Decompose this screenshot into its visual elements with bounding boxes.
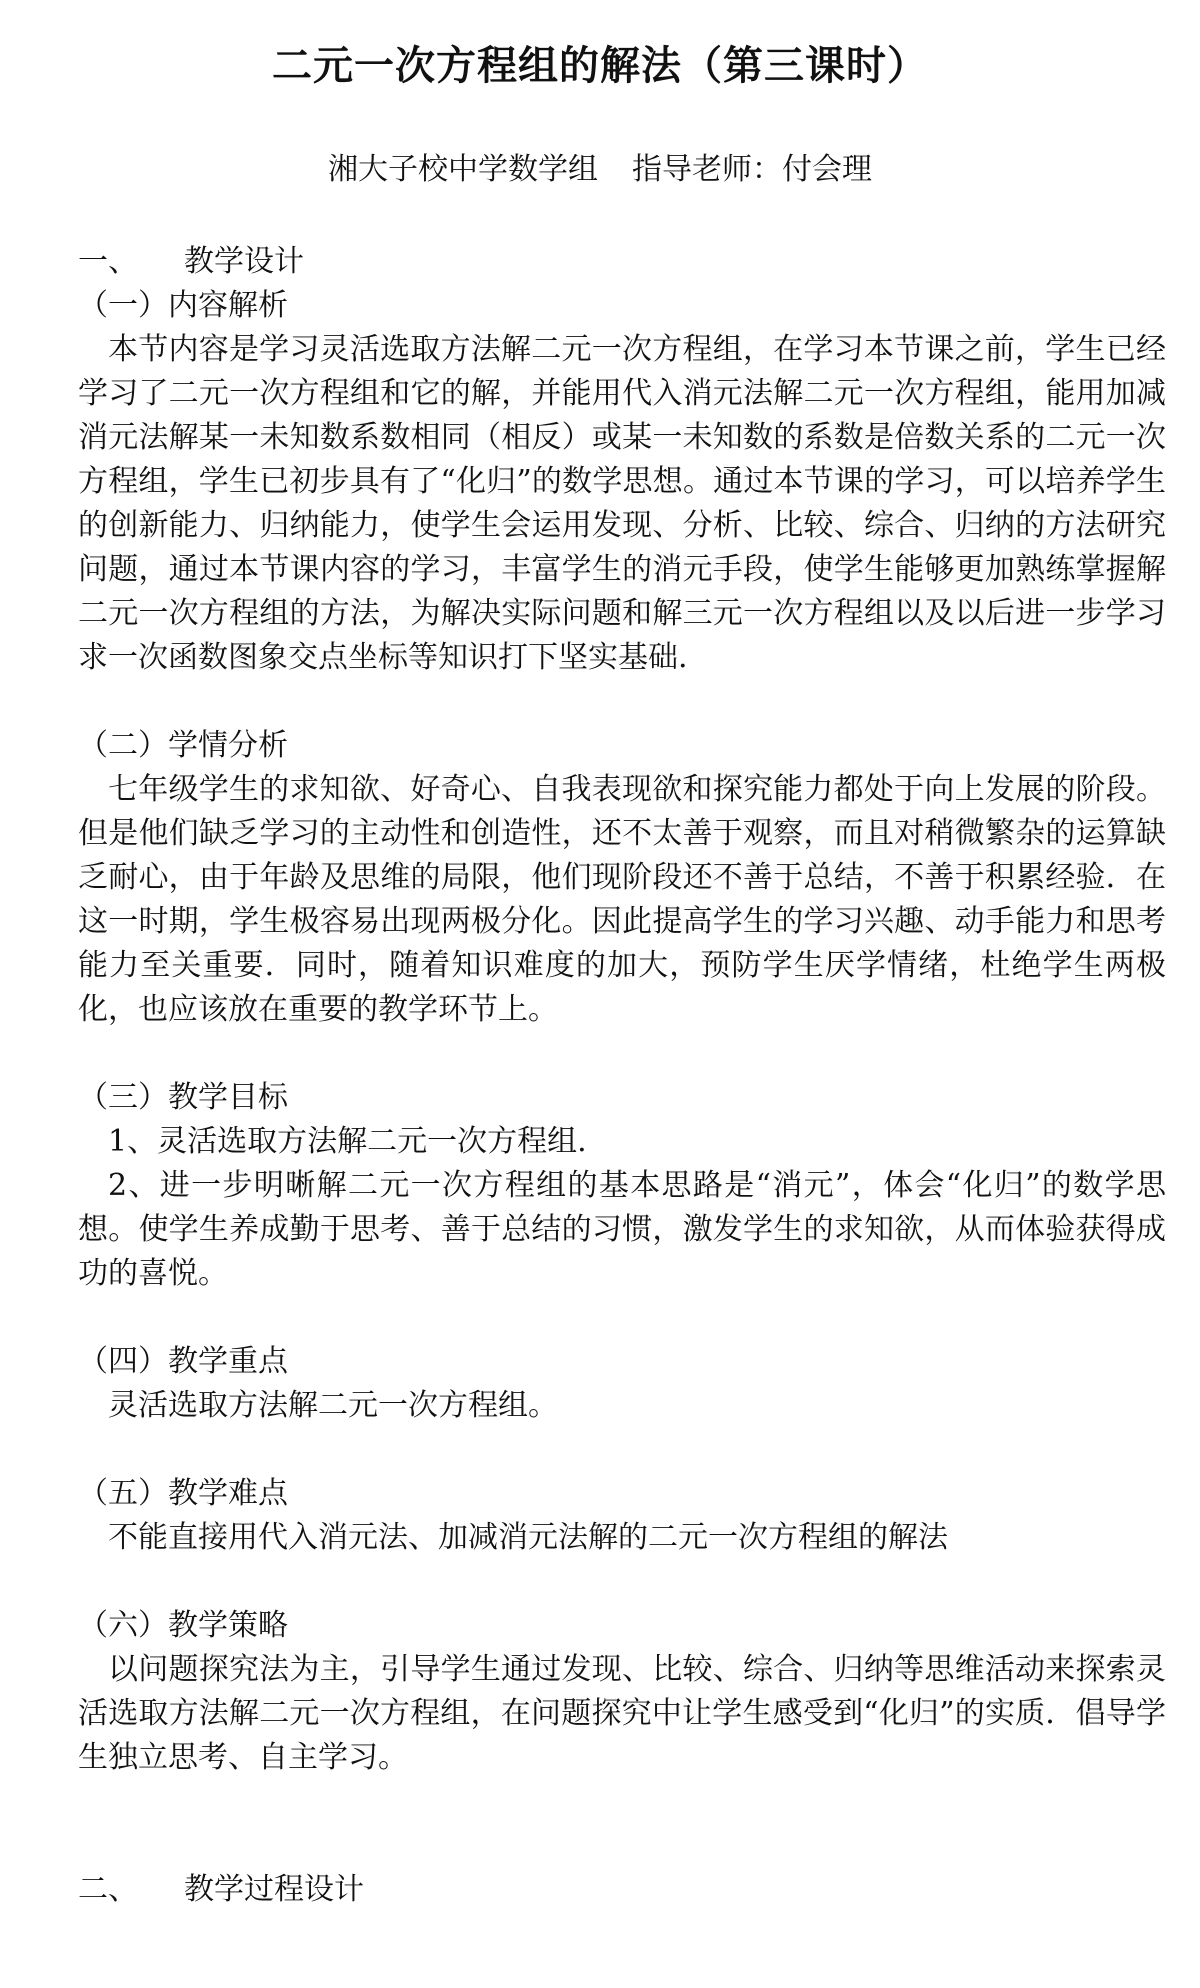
spacer — [78, 1296, 1166, 1340]
paragraph-difficulties: 不能直接用代入消元法、加减消元法解的二元一次方程组的解法 — [108, 1520, 948, 1555]
subheading-key-points: （四）教学重点 — [78, 1344, 288, 1379]
paragraph-content-analysis: 本节内容是学习灵活选取方法解二元一次方程组，在学习本节课之前，学生已经学习了二元一次方程组和它的解，并能用代入消元法解二元一次方程组，能用加减消元法解某一未知数系数相同（相反）或某一未知数的系数是倍数关系的二元一次方程组，学生已初步具有了“化归”的数学思想。通过本节课的学习，可以培养学生的创新能力、归纳能力，使学生会运用发现、分析、比较、综合、归纳的方法研究问题，通过本节课内容的学习，丰富学生的消元手段，使学生能够更加熟练掌握解二元一次方程组的方法，为解决实际问题和解三元一次方程组以及以后进一步学习求一次函数图象交点坐标等知识打下坚实基础. — [78, 332, 1166, 675]
section-title: 教学过程设计 — [184, 1872, 364, 1907]
subheading-difficulties: （五）教学难点 — [78, 1476, 288, 1511]
spacer — [78, 680, 1166, 724]
section-title: 教学设计 — [184, 244, 304, 279]
spacer — [78, 1560, 1166, 1604]
goal-item-2: 2、进一步明晰解二元一次方程组的基本思路是“消元”，体会“化归”的数学思想。使学生养成勤于思考、善于总结的习惯，激发学生的求知欲，从而体验获得成功的喜悦。 — [78, 1168, 1166, 1291]
byline-advisor: 指导老师：付会理 — [632, 152, 872, 187]
document-body — [78, 240, 1166, 1912]
subheading-content-analysis: （一）内容解析 — [78, 288, 288, 323]
paragraph-strategy: 以问题探究法为主，引导学生通过发现、比较、综合、归纳等思维活动来探索灵活选取方法解二元一次方程组，在问题探究中让学生感受到“化归”的实质．倡导学生独立思考、自主学习。 — [78, 1652, 1166, 1775]
spacer — [78, 1780, 1166, 1868]
byline-org: 湘大子校中学数学组 — [328, 152, 598, 187]
spacer — [78, 1428, 1166, 1472]
subheading-learner-analysis: （二）学情分析 — [78, 728, 288, 763]
subheading-strategy: （六）教学策略 — [78, 1608, 288, 1643]
paragraph-learner-analysis: 七年级学生的求知欲、好奇心、自我表现欲和探究能力都处于向上发展的阶段。但是他们缺乏学习的主动性和创造性，还不太善于观察，而且对稍微繁杂的运算缺乏耐心，由于年龄及思维的局限，他们现阶段还不善于总结，不善于积累经验．在这一时期，学生极容易出现两极分化。因此提高学生的学习兴趣、动手能力和思考能力至关重要．同时，随着知识难度的加大，预防学生厌学情绪，杜绝学生两极化，也应该放在重要的教学环节上。 — [78, 772, 1166, 1027]
document-title: 二元一次方程组的解法（第三课时） — [272, 42, 928, 89]
subheading-teaching-goals: （三）教学目标 — [78, 1080, 288, 1115]
section-number: 二、 — [78, 1872, 138, 1907]
paragraph-key-points: 灵活选取方法解二元一次方程组。 — [108, 1388, 558, 1423]
goal-item-1: 1、灵活选取方法解二元一次方程组. — [108, 1124, 587, 1159]
section-heading — [78, 1868, 1166, 1912]
byline — [0, 150, 1200, 190]
section-heading — [78, 240, 1166, 284]
section-number: 一、 — [78, 244, 138, 279]
spacer — [78, 1032, 1166, 1076]
